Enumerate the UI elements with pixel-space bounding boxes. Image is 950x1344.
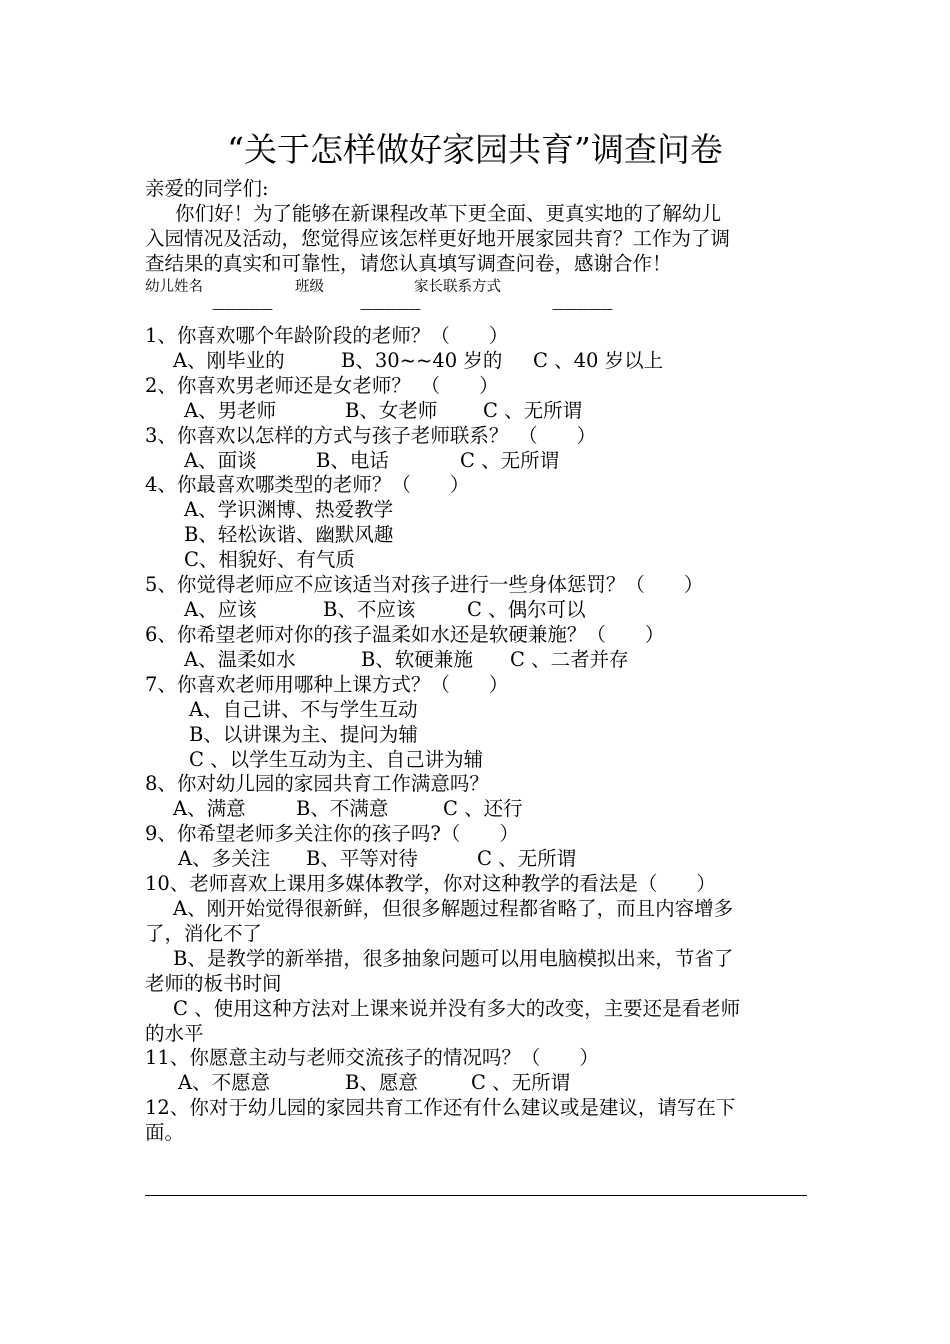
option-a[interactable]: A、应该: [184, 598, 257, 621]
option-b[interactable]: B、平等对待: [306, 847, 418, 870]
option-b[interactable]: B、愿意: [345, 1071, 418, 1094]
question-8: 8、你对幼儿园的家园共育工作满意吗？: [145, 772, 489, 795]
child-name-blank[interactable]: —————: [212, 302, 272, 317]
greeting: 亲爱的同学们:: [145, 177, 269, 200]
option-a[interactable]: A、面谈: [184, 449, 257, 472]
option-c[interactable]: C 、二者并存: [510, 648, 629, 671]
option-c[interactable]: C 、无所谓: [477, 847, 577, 870]
option-a[interactable]: A、男老师: [184, 399, 277, 422]
option-b[interactable]: B、轻松诙谐、幽默风趣: [184, 523, 394, 546]
option-b[interactable]: B、30~~40 岁的: [341, 349, 503, 372]
option-c[interactable]: C 、40 岁以上: [533, 349, 664, 372]
page-title: “关于怎样做好家园共育”调查问卷: [227, 130, 723, 169]
class-blank[interactable]: —————: [360, 302, 420, 317]
option-a[interactable]: A、满意: [173, 797, 246, 820]
option-c[interactable]: C 、以学生互动为主、自己讲为辅: [189, 748, 484, 771]
option-c[interactable]: C 、偶尔可以: [467, 598, 586, 621]
option-b[interactable]: B、不满意: [296, 797, 389, 820]
option-a[interactable]: A、不愿意: [178, 1071, 271, 1094]
question-12-continued: 面。: [145, 1121, 185, 1144]
option-b[interactable]: B、软硬兼施: [361, 648, 473, 671]
class-label: 班级: [295, 279, 324, 295]
intro-line: 你们好！为了能够在新课程改革下更全面、更真实地的了解幼儿: [175, 202, 722, 225]
answer-line[interactable]: [145, 1195, 807, 1196]
option-b[interactable]: B、电话: [316, 449, 389, 472]
option-a[interactable]: A、温柔如水: [184, 648, 296, 671]
option-b-continued: 老师的板书时间: [145, 972, 282, 995]
option-c[interactable]: C 、无所谓: [471, 1071, 571, 1094]
option-b[interactable]: B、以讲课为主、提问为辅: [189, 723, 418, 746]
question-7: 7、你喜欢老师用哪种上课方式？（ ）: [145, 673, 509, 696]
option-a[interactable]: A、自己讲、不与学生互动: [189, 698, 418, 721]
question-12: 12、你对于幼儿园的家园共育工作还有什么建议或是建议，请写在下: [145, 1096, 736, 1119]
question-6: 6、你希望老师对你的孩子温柔如水还是软硬兼施？（ ）: [145, 623, 665, 646]
option-a[interactable]: A、刚开始觉得很新鲜，但很多解题过程都省略了，而且内容增多: [173, 897, 734, 920]
option-b[interactable]: B、不应该: [323, 598, 416, 621]
parent-contact-label: 家长联系方式: [414, 279, 501, 295]
question-5: 5、你觉得老师应不应该适当对孩子进行一些身体惩罚？（ ）: [145, 573, 704, 596]
question-1: 1、你喜欢哪个年龄阶段的老师？（ ）: [145, 324, 509, 347]
question-9: 9、你希望老师多关注你的孩子吗?（ ）: [145, 822, 519, 845]
option-b[interactable]: B、是教学的新举措，很多抽象问题可以用电脑模拟出来，节省了: [173, 947, 734, 970]
question-3: 3、你喜欢以怎样的方式与孩子老师联系？ （ ）: [145, 424, 597, 447]
option-b[interactable]: B、女老师: [345, 399, 438, 422]
intro-line: 查结果的真实和可靠性，请您认真填写调查问卷，感谢合作！: [145, 252, 672, 275]
intro-line: 入园情况及活动，您觉得应该怎样更好地开展家园共育？工作为了调: [145, 227, 731, 250]
question-2: 2、你喜欢男老师还是女老师？ （ ）: [145, 374, 499, 397]
option-a-continued: 了，消化不了: [145, 922, 263, 945]
option-c[interactable]: C 、无所谓: [483, 399, 583, 422]
option-c[interactable]: C 、无所谓: [460, 449, 560, 472]
question-11: 11、你愿意主动与老师交流孩子的情况吗？（ ）: [145, 1046, 599, 1069]
option-a[interactable]: A、多关注: [178, 847, 271, 870]
child-name-label: 幼儿姓名: [145, 279, 203, 295]
option-c[interactable]: C、相貌好、有气质: [184, 548, 355, 571]
option-c-continued: 的水平: [145, 1022, 204, 1045]
option-a[interactable]: A、刚毕业的: [173, 349, 285, 372]
option-a[interactable]: A、学识渊博、热爱教学: [184, 498, 394, 521]
question-4: 4、你最喜欢哪类型的老师？（ ）: [145, 473, 470, 496]
option-c[interactable]: C 、还行: [443, 797, 523, 820]
question-10: 10、老师喜欢上课用多媒体教学，你对这种教学的看法是（ ）: [145, 872, 716, 895]
option-c[interactable]: C 、使用这种方法对上课来说并没有多大的改变，主要还是看老师: [173, 997, 741, 1020]
parent-contact-blank[interactable]: —————: [552, 302, 612, 317]
